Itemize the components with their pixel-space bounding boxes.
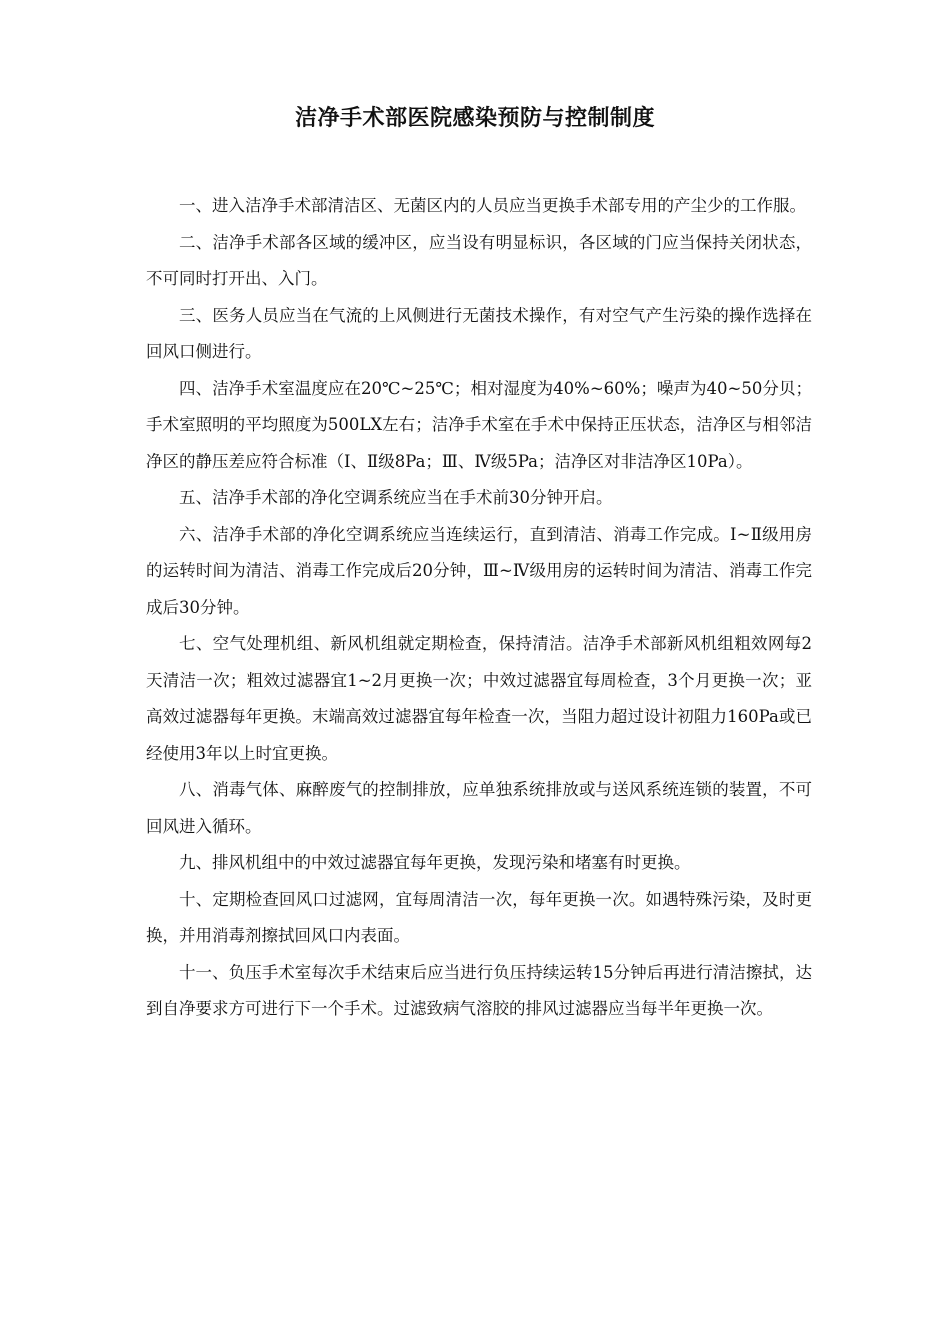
paragraph-7: 七、空气处理机组、新风机组就定期检查，保持清洁。洁净手术部新风机组粗效网每2天清洁一次；粗效过滤器宜1~2月更换一次；中效过滤器宜每周检查，3个月更换一次；亚高效过滤器每年更换。末端高效过滤器宜每年检查一次，当阻力超过设计初阻力160Pa或已经使用3年以上时宜更换。	[146, 634, 812, 763]
paragraph-10: 十、定期检查回风口过滤网，宜每周清洁一次，每年更换一次。如遇特殊污染，及时更换，并用消毒剂擦拭回风口内表面。	[146, 889, 812, 945]
paragraph-3: 三、医务人员应当在气流的上风侧进行无菌技术操作，有对空气产生污染的操作选择在回风口侧进行。	[146, 305, 812, 361]
document-body	[146, 188, 812, 1028]
paragraph-2: 二、洁净手术部各区域的缓冲区，应当设有明显标识，各区域的门应当保持关闭状态，不可同时打开出、入门。	[146, 232, 812, 288]
paragraph-8: 八、消毒气体、麻醉废气的控制排放，应单独系统排放或与送风系统连锁的装置，不可回风进入循环。	[146, 780, 812, 836]
paragraph-6: 六、洁净手术部的净化空调系统应当连续运行，直到清洁、消毒工作完成。Ⅰ~Ⅱ级用房的运转时间为清洁、消毒工作完成后20分钟，Ⅲ~Ⅳ级用房的运转时间为清洁、消毒工作完成后30分钟。	[146, 524, 812, 617]
document-title: 洁净手术部医院感染预防与控制制度	[294, 106, 655, 131]
paragraph-1: 一、进入洁净手术部清洁区、无菌区内的人员应当更换手术部专用的产尘少的工作服。	[179, 196, 806, 215]
paragraph-11: 十一、负压手术室每次手术结束后应当进行负压持续运转15分钟后再进行清洁擦拭，达到自净要求方可进行下一个手术。过滤致病气溶胶的排风过滤器应当每半年更换一次。	[146, 962, 812, 1018]
paragraph-9: 九、排风机组中的中效过滤器宜每年更换，发现污染和堵塞有时更换。	[179, 853, 691, 872]
paragraph-5: 五、洁净手术部的净化空调系统应当在手术前30分钟开启。	[179, 488, 613, 507]
paragraph-4: 四、洁净手术室温度应在20℃~25℃；相对湿度为40%~60%；噪声为40~50分贝；手术室照明的平均照度为500LX左右；洁净手术室在手术中保持正压状态，洁净区与相邻洁净区的静压差应符合标准（Ⅰ、Ⅱ级8Pa；Ⅲ、Ⅳ级5Pa；洁净区对非洁净区10Pa）。	[146, 378, 812, 471]
